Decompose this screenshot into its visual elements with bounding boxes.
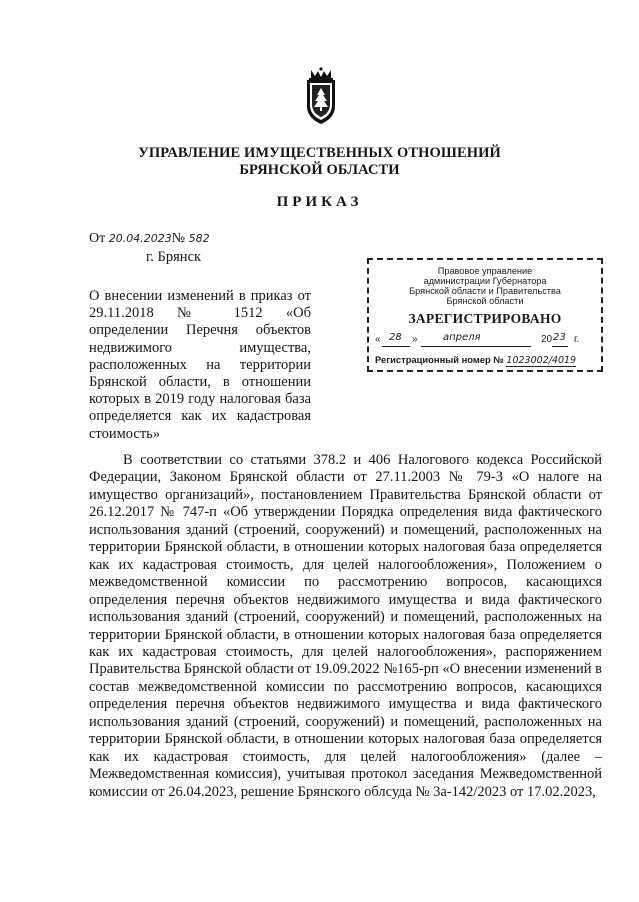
number-prefix: № [171, 231, 186, 246]
preamble-paragraph: В соответствии со статьями 378.2 и 406 Налогового кодекса Российской Федерации, Законом Брянской области от 27.11.2003 № 79-З «О налоге на имущество организаций», постановлением Правительства Брянской области от 26.12.2017 № 747-п «Об утверждении Порядка определения вида фактического использования зданий (строений, сооружений) и помещений, расположенных на территории Брянской области, в отношении которых налоговая база определяется как их кадастровая стоимость, для целей налогообложения», Положением о межведомственной комиссии по рассмотрению вопросов, касающихся определения перечня объектов недвижимого имущества и вида фактического использования зданий (строений, сооружений) и помещений, расположенных на территории Брянской области, в отношении которых налоговая база определяется как их кадастровая стоимость, для целей налогообложения», распоряжением Правительства Брянской области от 19.09.2022 №165-рп «О внесении изменений в состав межведомственной комиссии по рассмотрению вопросов, касающихся определения перечня объектов недвижимого имущества и вида фактического использования зданий (строений, сооружений) и помещений, расположенных на территории Брянской области, в отношении которых налоговая база определяется как их кадастровая стоимость, для целей налогообложения» (далее – Межведомственная комиссия), учитывая протокол заседания Межведомственной комиссии от 26.04.2023, решение Брянского облсуда № 3а-142/2023 от 17.02.2023, [89, 452, 602, 800]
order-subject: О внесении изменений в приказ от 29.11.2018 № 1512 «Об определении Перечня объектов недвижимого имущества, расположенных на территории Брянской области, в отношении которых в 2019 году налоговая база определяется как их кадастровая стоимость» [89, 288, 311, 442]
coat-of-arms-icon [301, 66, 341, 126]
registration-stamp [367, 258, 603, 372]
date-handwritten: 20.04.2023 [108, 232, 172, 245]
organization-name-line1: УПРАВЛЕНИЕ ИМУЩЕСТВЕННЫХ ОТНОШЕНИЙ [138, 145, 501, 161]
stamp-registration-number [375, 354, 599, 366]
number-handwritten: 582 [188, 232, 210, 245]
date-prefix: От [89, 231, 106, 246]
stamp-quote-open: « [375, 334, 381, 345]
stamp-line-4: Брянской области [446, 296, 524, 306]
stamp-year-suffix: г. [574, 334, 580, 345]
stamp-year-prefix: 20 [541, 334, 553, 345]
stamp-line-3: Брянской области и Правительства [409, 286, 561, 296]
stamp-date [375, 332, 599, 348]
stamp-line-1: Правовое управление [437, 266, 533, 276]
stamp-reg-label: Регистрационный номер № [375, 354, 504, 365]
stamp-registered: ЗАРЕГИСТРИРОВАНО [408, 311, 562, 326]
order-date-number [89, 231, 210, 247]
stamp-day: 28 [389, 332, 402, 343]
stamp-month: апреля [443, 332, 481, 343]
city: г. Брянск [146, 249, 202, 265]
stamp-reg-number: 1023002/4019 [506, 355, 577, 366]
organization-name-line2: БРЯНСКОЙ ОБЛАСТИ [239, 162, 400, 178]
stamp-line-2: администрации Губернатора [423, 276, 547, 286]
stamp-year: 23 [553, 332, 566, 343]
document-title: ПРИКАЗ [276, 194, 363, 210]
stamp-quote-close: » [412, 334, 418, 345]
